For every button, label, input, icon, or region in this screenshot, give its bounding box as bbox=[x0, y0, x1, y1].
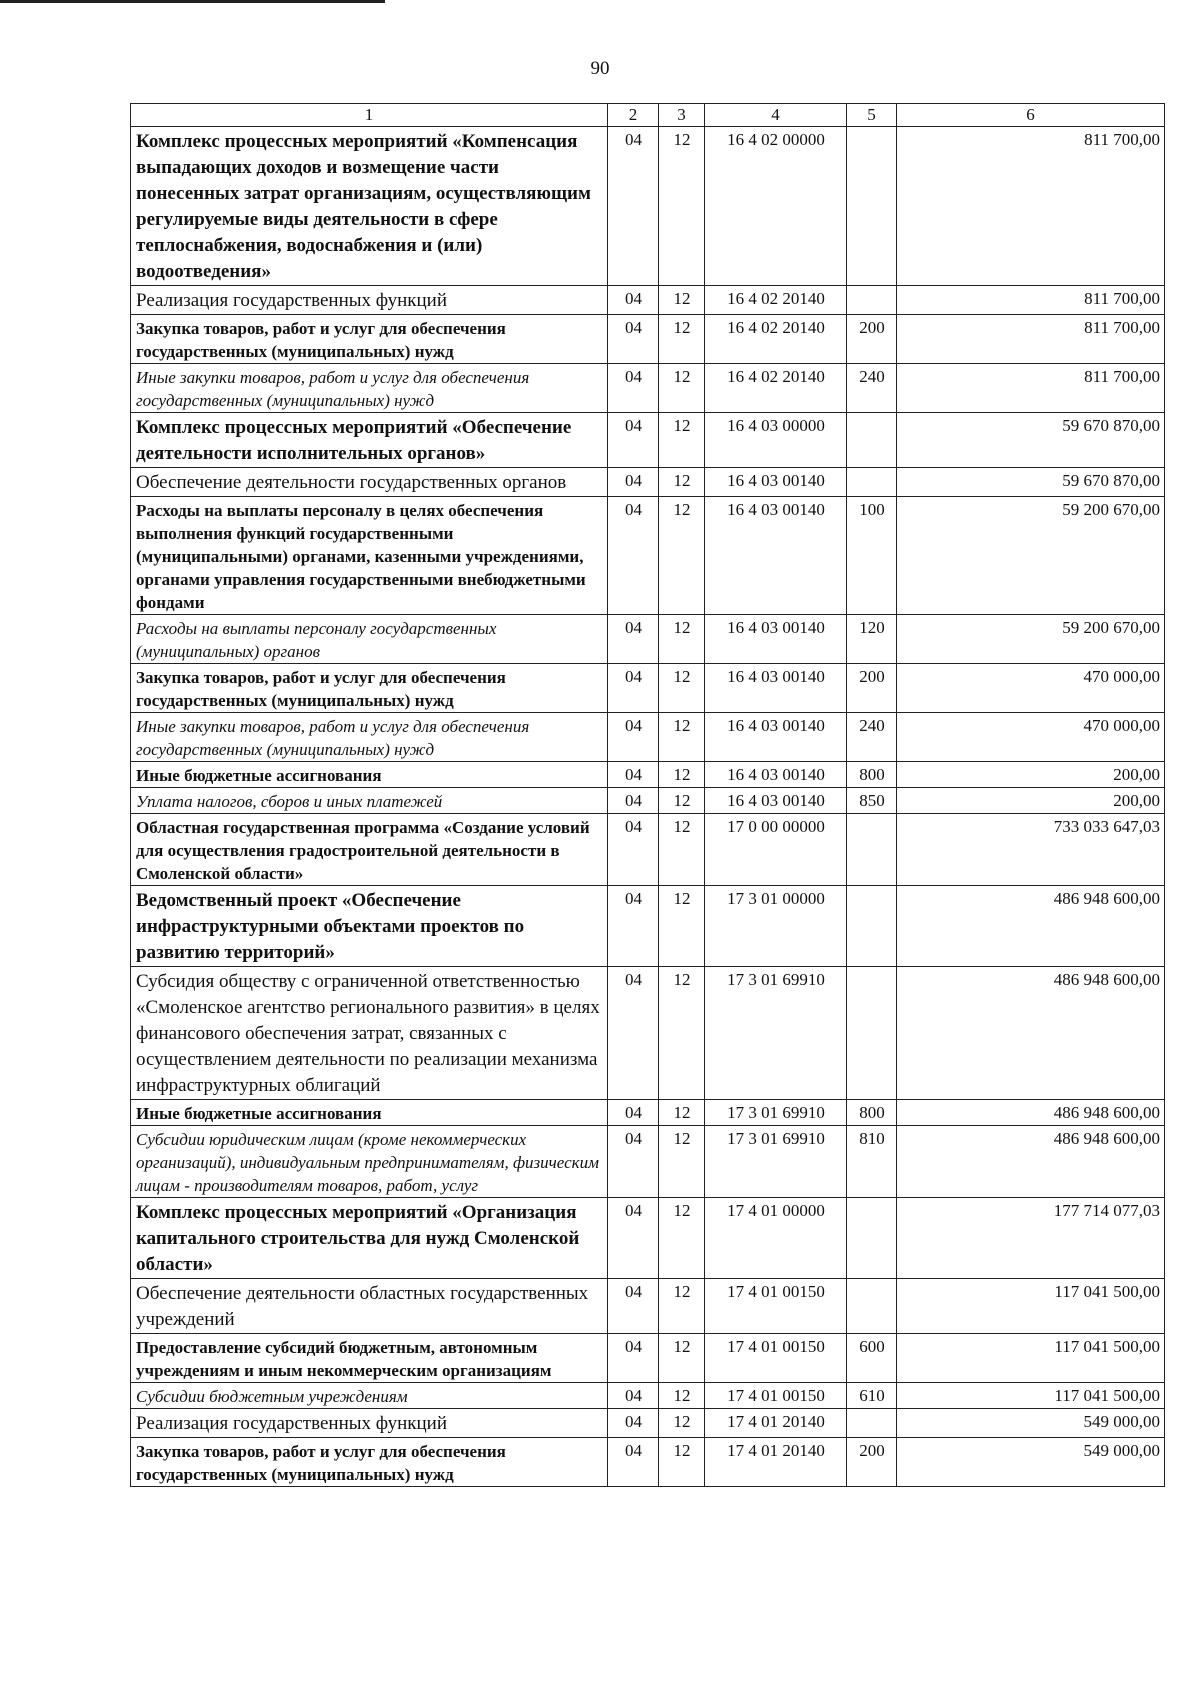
expense-type-cell bbox=[847, 886, 897, 967]
subsection-code-cell: 12 bbox=[659, 315, 705, 364]
subsection-code-cell: 12 bbox=[659, 967, 705, 1100]
amount-cell: 486 948 600,00 bbox=[897, 1126, 1165, 1198]
section-code-cell: 04 bbox=[608, 886, 659, 967]
section-code-cell: 04 bbox=[608, 315, 659, 364]
section-code-cell: 04 bbox=[608, 1198, 659, 1279]
row-name-cell: Областная государственная программа «Создание условий для осуществления градостроительной деятельности в Смоленской области» bbox=[131, 814, 608, 886]
subsection-code-cell: 12 bbox=[659, 286, 705, 315]
subsection-code-cell: 12 bbox=[659, 1126, 705, 1198]
target-article-cell: 16 4 02 20140 bbox=[705, 364, 847, 413]
amount-cell: 200,00 bbox=[897, 788, 1165, 814]
subsection-code-cell: 12 bbox=[659, 886, 705, 967]
expense-type-cell bbox=[847, 1279, 897, 1334]
expense-type-cell: 200 bbox=[847, 315, 897, 364]
subsection-code-cell: 12 bbox=[659, 497, 705, 615]
section-code-cell: 04 bbox=[608, 762, 659, 788]
amount-cell: 486 948 600,00 bbox=[897, 886, 1165, 967]
subsection-code-cell: 12 bbox=[659, 664, 705, 713]
expense-type-cell bbox=[847, 127, 897, 286]
table-row bbox=[131, 286, 1165, 315]
amount-cell: 59 670 870,00 bbox=[897, 468, 1165, 497]
target-article-cell: 17 4 01 00150 bbox=[705, 1383, 847, 1409]
expense-type-cell: 120 bbox=[847, 615, 897, 664]
table-row bbox=[131, 364, 1165, 413]
subsection-code-cell: 12 bbox=[659, 1409, 705, 1438]
header-row bbox=[131, 104, 1165, 127]
table-row bbox=[131, 762, 1165, 788]
expense-type-cell: 240 bbox=[847, 713, 897, 762]
table-row bbox=[131, 1334, 1165, 1383]
target-article-cell: 17 3 01 69910 bbox=[705, 967, 847, 1100]
header-col-2: 2 bbox=[608, 104, 659, 127]
expense-type-cell bbox=[847, 814, 897, 886]
table-row bbox=[131, 615, 1165, 664]
amount-cell: 549 000,00 bbox=[897, 1409, 1165, 1438]
table-row bbox=[131, 713, 1165, 762]
table-row bbox=[131, 886, 1165, 967]
table-header bbox=[131, 104, 1165, 127]
subsection-code-cell: 12 bbox=[659, 127, 705, 286]
expense-type-cell: 100 bbox=[847, 497, 897, 615]
table-row bbox=[131, 468, 1165, 497]
table-row bbox=[131, 967, 1165, 1100]
amount-cell: 200,00 bbox=[897, 762, 1165, 788]
amount-cell: 59 200 670,00 bbox=[897, 615, 1165, 664]
amount-cell: 59 200 670,00 bbox=[897, 497, 1165, 615]
header-col-3: 3 bbox=[659, 104, 705, 127]
row-name-cell: Закупка товаров, работ и услуг для обеспечения государственных (муниципальных) нужд bbox=[131, 315, 608, 364]
expense-type-cell: 200 bbox=[847, 664, 897, 713]
subsection-code-cell: 12 bbox=[659, 814, 705, 886]
row-name-cell: Иные бюджетные ассигнования bbox=[131, 762, 608, 788]
section-code-cell: 04 bbox=[608, 713, 659, 762]
row-name-cell: Субсидии юридическим лицам (кроме некоммерческих организаций), индивидуальным предпринимателям, физическим лицам - производителям товаров, работ, услуг bbox=[131, 1126, 608, 1198]
table-row bbox=[131, 1279, 1165, 1334]
amount-cell: 811 700,00 bbox=[897, 127, 1165, 286]
section-code-cell: 04 bbox=[608, 497, 659, 615]
row-name-cell: Комплекс процессных мероприятий «Обеспечение деятельности исполнительных органов» bbox=[131, 413, 608, 468]
expense-type-cell bbox=[847, 1409, 897, 1438]
row-name-cell: Иные бюджетные ассигнования bbox=[131, 1100, 608, 1126]
target-article-cell: 16 4 03 00140 bbox=[705, 664, 847, 713]
subsection-code-cell: 12 bbox=[659, 364, 705, 413]
header-col-1: 1 bbox=[131, 104, 608, 127]
target-article-cell: 17 4 01 00000 bbox=[705, 1198, 847, 1279]
section-code-cell: 04 bbox=[608, 1126, 659, 1198]
target-article-cell: 16 4 03 00000 bbox=[705, 413, 847, 468]
amount-cell: 811 700,00 bbox=[897, 315, 1165, 364]
row-name-cell: Ведомственный проект «Обеспечение инфраструктурными объектами проектов по развитию территорий» bbox=[131, 886, 608, 967]
section-code-cell: 04 bbox=[608, 615, 659, 664]
amount-cell: 59 670 870,00 bbox=[897, 413, 1165, 468]
amount-cell: 470 000,00 bbox=[897, 664, 1165, 713]
target-article-cell: 17 3 01 00000 bbox=[705, 886, 847, 967]
expense-type-cell: 240 bbox=[847, 364, 897, 413]
section-code-cell: 04 bbox=[608, 664, 659, 713]
row-name-cell: Обеспечение деятельности государственных органов bbox=[131, 468, 608, 497]
table-row bbox=[131, 664, 1165, 713]
section-code-cell: 04 bbox=[608, 127, 659, 286]
expense-type-cell: 850 bbox=[847, 788, 897, 814]
table-row bbox=[131, 315, 1165, 364]
target-article-cell: 16 4 02 00000 bbox=[705, 127, 847, 286]
subsection-code-cell: 12 bbox=[659, 1279, 705, 1334]
page-number: 90 bbox=[590, 58, 610, 79]
table-row bbox=[131, 1438, 1165, 1487]
row-name-cell: Расходы на выплаты персоналу в целях обеспечения выполнения функций государственными (муниципальными) органами, казенными учреждениями, органами управления государственными внебюджетными фондами bbox=[131, 497, 608, 615]
table-row bbox=[131, 497, 1165, 615]
expense-type-cell bbox=[847, 413, 897, 468]
amount-cell: 117 041 500,00 bbox=[897, 1383, 1165, 1409]
section-code-cell: 04 bbox=[608, 814, 659, 886]
target-article-cell: 16 4 03 00140 bbox=[705, 762, 847, 788]
section-code-cell: 04 bbox=[608, 1438, 659, 1487]
subsection-code-cell: 12 bbox=[659, 468, 705, 497]
target-article-cell: 17 4 01 00150 bbox=[705, 1334, 847, 1383]
row-name-cell: Реализация государственных функций bbox=[131, 286, 608, 315]
amount-cell: 117 041 500,00 bbox=[897, 1334, 1165, 1383]
target-article-cell: 17 0 00 00000 bbox=[705, 814, 847, 886]
subsection-code-cell: 12 bbox=[659, 1100, 705, 1126]
target-article-cell: 16 4 03 00140 bbox=[705, 713, 847, 762]
table-row bbox=[131, 1100, 1165, 1126]
row-name-cell: Комплекс процессных мероприятий «Компенсация выпадающих доходов и возмещение части понесенных затрат организациям, осуществляющим регулируемые виды деятельности в сфере теплоснабжения, водоснабжения и (или) водоотведения» bbox=[131, 127, 608, 286]
row-name-cell: Обеспечение деятельности областных государственных учреждений bbox=[131, 1279, 608, 1334]
section-code-cell: 04 bbox=[608, 364, 659, 413]
table-row bbox=[131, 1383, 1165, 1409]
amount-cell: 811 700,00 bbox=[897, 364, 1165, 413]
amount-cell: 733 033 647,03 bbox=[897, 814, 1165, 886]
row-name-cell: Комплекс процессных мероприятий «Организация капитального строительства для нужд Смоленской области» bbox=[131, 1198, 608, 1279]
amount-cell: 486 948 600,00 bbox=[897, 967, 1165, 1100]
table-row bbox=[131, 127, 1165, 286]
target-article-cell: 17 3 01 69910 bbox=[705, 1100, 847, 1126]
row-name-cell: Расходы на выплаты персоналу государственных (муниципальных) органов bbox=[131, 615, 608, 664]
target-article-cell: 17 4 01 20140 bbox=[705, 1438, 847, 1487]
row-name-cell: Реализация государственных функций bbox=[131, 1409, 608, 1438]
amount-cell: 470 000,00 bbox=[897, 713, 1165, 762]
expense-type-cell bbox=[847, 286, 897, 315]
header-col-5: 5 bbox=[847, 104, 897, 127]
target-article-cell: 16 4 02 20140 bbox=[705, 315, 847, 364]
row-name-cell: Иные закупки товаров, работ и услуг для обеспечения государственных (муниципальных) нужд bbox=[131, 713, 608, 762]
budget-table bbox=[130, 103, 1165, 1487]
subsection-code-cell: 12 bbox=[659, 713, 705, 762]
section-code-cell: 04 bbox=[608, 1383, 659, 1409]
subsection-code-cell: 12 bbox=[659, 1198, 705, 1279]
expense-type-cell: 810 bbox=[847, 1126, 897, 1198]
target-article-cell: 17 4 01 00150 bbox=[705, 1279, 847, 1334]
section-code-cell: 04 bbox=[608, 1100, 659, 1126]
amount-cell: 549 000,00 bbox=[897, 1438, 1165, 1487]
expense-type-cell bbox=[847, 1198, 897, 1279]
expense-type-cell: 610 bbox=[847, 1383, 897, 1409]
scan-edge-line bbox=[0, 0, 385, 3]
target-article-cell: 17 3 01 69910 bbox=[705, 1126, 847, 1198]
section-code-cell: 04 bbox=[608, 286, 659, 315]
row-name-cell: Предоставление субсидий бюджетным, автономным учреждениям и иным некоммерческим организациям bbox=[131, 1334, 608, 1383]
header-col-4: 4 bbox=[705, 104, 847, 127]
table-body bbox=[131, 127, 1165, 1487]
section-code-cell: 04 bbox=[608, 1409, 659, 1438]
amount-cell: 486 948 600,00 bbox=[897, 1100, 1165, 1126]
section-code-cell: 04 bbox=[608, 788, 659, 814]
expense-type-cell: 200 bbox=[847, 1438, 897, 1487]
amount-cell: 177 714 077,03 bbox=[897, 1198, 1165, 1279]
target-article-cell: 16 4 03 00140 bbox=[705, 468, 847, 497]
table-row bbox=[131, 413, 1165, 468]
table-row bbox=[131, 814, 1165, 886]
subsection-code-cell: 12 bbox=[659, 762, 705, 788]
expense-type-cell: 800 bbox=[847, 762, 897, 788]
subsection-code-cell: 12 bbox=[659, 413, 705, 468]
section-code-cell: 04 bbox=[608, 1334, 659, 1383]
table-row bbox=[131, 1126, 1165, 1198]
row-name-cell: Закупка товаров, работ и услуг для обеспечения государственных (муниципальных) нужд bbox=[131, 1438, 608, 1487]
expense-type-cell: 600 bbox=[847, 1334, 897, 1383]
target-article-cell: 16 4 03 00140 bbox=[705, 788, 847, 814]
target-article-cell: 16 4 03 00140 bbox=[705, 615, 847, 664]
target-article-cell: 16 4 02 20140 bbox=[705, 286, 847, 315]
header-col-6: 6 bbox=[897, 104, 1165, 127]
subsection-code-cell: 12 bbox=[659, 1383, 705, 1409]
row-name-cell: Закупка товаров, работ и услуг для обеспечения государственных (муниципальных) нужд bbox=[131, 664, 608, 713]
table-row bbox=[131, 788, 1165, 814]
section-code-cell: 04 bbox=[608, 413, 659, 468]
table-row bbox=[131, 1198, 1165, 1279]
row-name-cell: Субсидии бюджетным учреждениям bbox=[131, 1383, 608, 1409]
target-article-cell: 17 4 01 20140 bbox=[705, 1409, 847, 1438]
expense-type-cell: 800 bbox=[847, 1100, 897, 1126]
target-article-cell: 16 4 03 00140 bbox=[705, 497, 847, 615]
section-code-cell: 04 bbox=[608, 1279, 659, 1334]
row-name-cell: Уплата налогов, сборов и иных платежей bbox=[131, 788, 608, 814]
amount-cell: 117 041 500,00 bbox=[897, 1279, 1165, 1334]
section-code-cell: 04 bbox=[608, 468, 659, 497]
subsection-code-cell: 12 bbox=[659, 788, 705, 814]
table-row bbox=[131, 1409, 1165, 1438]
expense-type-cell bbox=[847, 468, 897, 497]
row-name-cell: Субсидия обществу с ограниченной ответственностью «Смоленское агентство регионального развития» в целях финансового обеспечения затрат, связанных с осуществлением деятельности по реализации механизма инфраструктурных облигаций bbox=[131, 967, 608, 1100]
subsection-code-cell: 12 bbox=[659, 1438, 705, 1487]
subsection-code-cell: 12 bbox=[659, 1334, 705, 1383]
expense-type-cell bbox=[847, 967, 897, 1100]
section-code-cell: 04 bbox=[608, 967, 659, 1100]
amount-cell: 811 700,00 bbox=[897, 286, 1165, 315]
subsection-code-cell: 12 bbox=[659, 615, 705, 664]
row-name-cell: Иные закупки товаров, работ и услуг для обеспечения государственных (муниципальных) нужд bbox=[131, 364, 608, 413]
